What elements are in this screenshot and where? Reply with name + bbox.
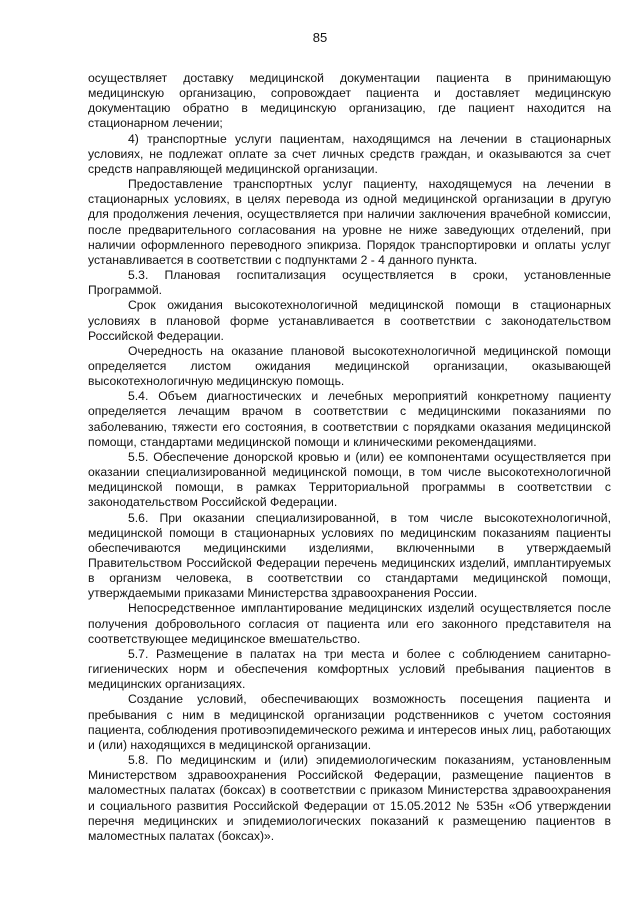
paragraph-section-5-4: 5.4. Объем диагностических и лечебных мероприятий конкретному пациенту определяется лечащим врачом в соответствии с медицинскими показаниями по заболеванию, тяжести его состояния, в соответствии с порядками оказания медицинской помощи, стандартами медицинской помощи и клиническими рекомендациями. <box>88 389 611 449</box>
paragraph-section-5-6: 5.6. При оказании специализированной, в том числе высокотехнологичной, медицинской помощи в стационарных условиях по медицинским показаниям пациенты обеспечиваются медицинскими изделиями, включенными в утверждаемый Правительством Российской Федерации перечень медицинских изделий, имплантируемых в организм человека, в соответствии со стандартами медицинской помощи, утверждаемыми приказами Министерства здравоохранения России. <box>88 510 611 601</box>
paragraph-continuation: осуществляет доставку медицинской документации пациента в принимающую медицинскую организацию, сопровождает пациента и доставляет медицинскую документацию обратно в медицинскую организацию, где пациент находится на стационарном лечении; <box>88 71 611 131</box>
paragraph-transport-transfer: Предоставление транспортных услуг пациенту, находящемуся на лечении в стационарных условиях, в целях перевода из одной медицинской организации в другую для продолжения лечения, осуществляется при наличии заключения врачебной комиссии, после предварительного согласования на уровне не ниже заведующих отделений, при наличии оформленного переводного эпикриза. Порядок транспортировки и оплаты услуг устанавливается в соответствии с подпунктами 2 - 4 данного пункта. <box>88 177 611 267</box>
document-body <box>88 71 611 844</box>
paragraph-section-5-7: 5.7. Размещение в палатах на три места и более с соблюдением санитарно-гигиенических норм и обеспечения комфортных условий пребывания пациентов в медицинских организациях. <box>88 646 611 692</box>
paragraph-item-4: 4) транспортные услуги пациентам, находящимся на лечении в стационарных условиях, не подлежат оплате за счет личных средств граждан, и оказываются за счет средств направляющей медицинской организации. <box>88 131 611 176</box>
paragraph-waiting-period: Срок ожидания высокотехнологичной медицинской помощи в стационарных условиях в плановой форме устанавливается в соответствии с законодательством Российской Федерации. <box>88 298 611 343</box>
paragraph-visiting-conditions: Создание условий, обеспечивающих возможность посещения пациента и пребывания с ним в медицинской организации родственников с учетом состояния пациента, соблюдения противоэпидемического режима и интересов иных лиц, работающих и (или) находящихся в медицинской организации. <box>88 692 611 752</box>
paragraph-section-5-5: 5.5. Обеспечение донорской кровью и (или) ее компонентами осуществляется при оказании специализированной медицинской помощи, в том числе высокотехнологичной медицинской помощи, в рамках Территориальной программы в соответствии с законодательством Российской Федерации. <box>88 449 611 510</box>
page-number: 85 <box>312 30 328 45</box>
paragraph-section-5-3: 5.3. Плановая госпитализация осуществляется в сроки, установленные Программой. <box>88 268 611 298</box>
paragraph-queue-order: Очередность на оказание плановой высокотехнологичной медицинской помощи определяется листом ожидания медицинской организации, оказывающей высокотехнологичную медицинскую помощь. <box>88 343 611 389</box>
paragraph-section-5-8: 5.8. По медицинским и (или) эпидемиологическим показаниям, установленным Министерством здравоохранения Российской Федерации, размещение пациентов в маломестных палатах (боксах) в соответствии с приказом Министерства здравоохранения и социального развития Российской Федерации от 15.05.2012 № 535н «Об утверждении перечня медицинских и эпидемиологических показаний к размещению пациентов в маломестных палатах (боксах)». <box>88 753 611 843</box>
paragraph-implant-consent: Непосредственное имплантирование медицинских изделий осуществляется после получения добровольного согласия от пациента или его законного представителя на соответствующее медицинское вмешательство. <box>88 601 611 646</box>
